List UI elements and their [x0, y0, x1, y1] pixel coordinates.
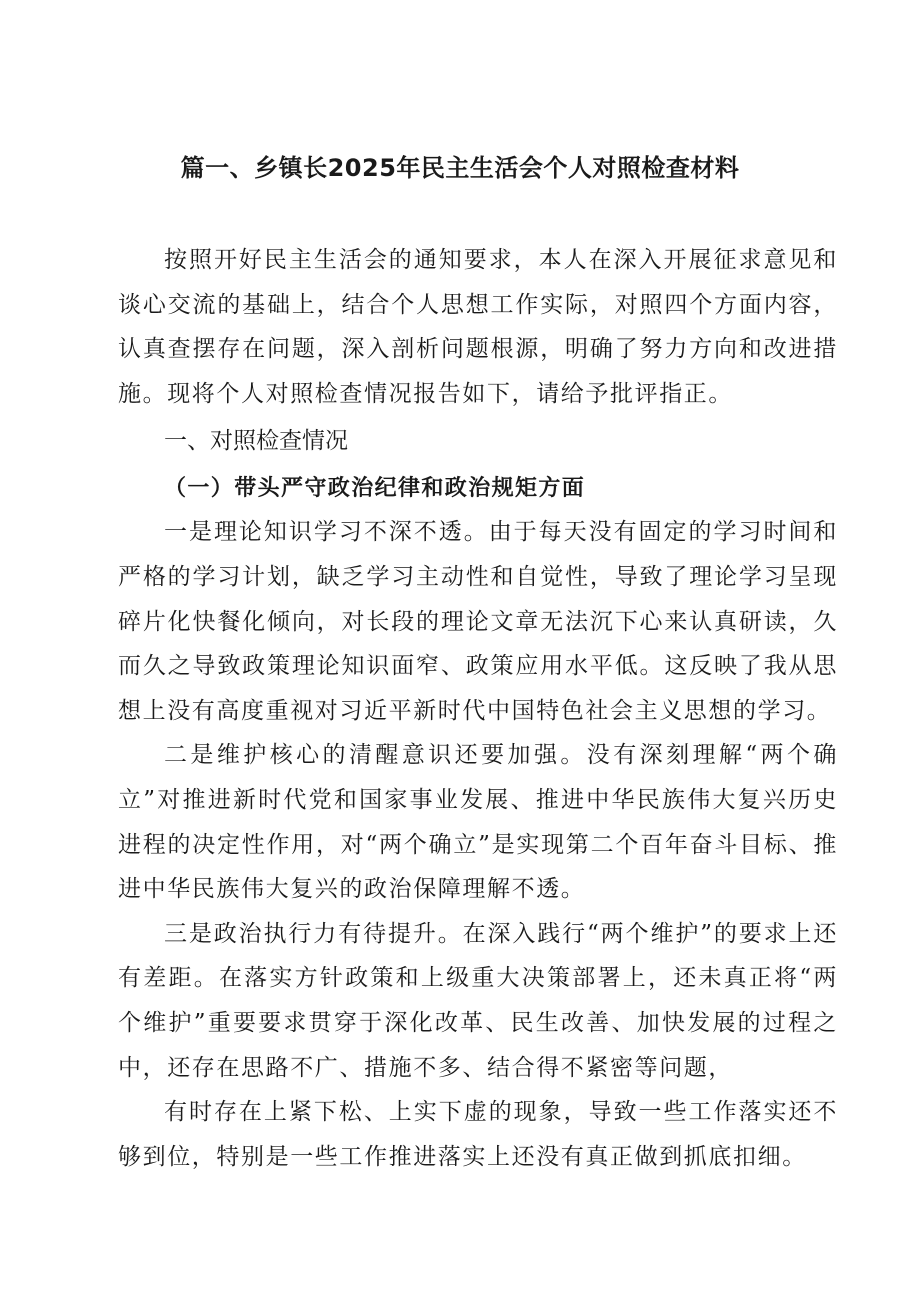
subsection-heading-political-discipline: （一）带头严守政治纪律和政治规矩方面 [164, 475, 586, 502]
paragraph-core-awareness: 二是维护核心的清醒意识还要加强。没有深刻理解“两个确立”对推进新时代党和国家事业发展、推进中华民族伟大复兴历史进程的决定性作用，对“两个确立”是实现第二个百年奋斗目标、推进中华民族伟大复兴的政治保障理解不透。 [118, 742, 838, 903]
document-body [118, 238, 838, 1179]
section-heading-check-situation: 一、对照检查情况 [164, 428, 348, 455]
paragraph-political-execution: 三是政治执行力有待提升。在深入践行“两个维护”的要求上还有差距。在落实方针政策和上级重大决策部署上，还未真正将“两个维护”重要要求贯穿于深化改革、民生改善、加快发展的过程之中，还存在思路不广、措施不多、结合得不紧密等问题， [118, 920, 838, 1081]
intro-paragraph: 按照开好民主生活会的通知要求，本人在深入开展征求意见和谈心交流的基础上，结合个人思想工作实际，对照四个方面内容，认真查摆存在问题，深入剖析问题根源，明确了努力方向和改进措施。现将个人对照检查情况报告如下，请给予批评指正。 [118, 247, 838, 407]
paragraph-implementation-gap: 有时存在上紧下松、上实下虚的现象，导致一些工作落实还不够到位，特别是一些工作推进落实上还没有真正做到抓底扣细。 [118, 1099, 838, 1170]
document-title: 篇一、乡镇长2025年民主生活会个人对照检查材料 [180, 154, 740, 182]
paragraph-theory-study: 一是理论知识学习不深不透。由于每天没有固定的学习时间和严格的学习计划，缺乏学习主动性和自觉性，导致了理论学习呈现碎片化快餐化倾向，对长段的理论文章无法沉下心来认真研读，久而久之导致政策理论知识面窄、政策应用水平低。这反映了我从思想上没有高度重视对习近平新时代中国特色社会主义思想的学习。 [118, 519, 838, 724]
